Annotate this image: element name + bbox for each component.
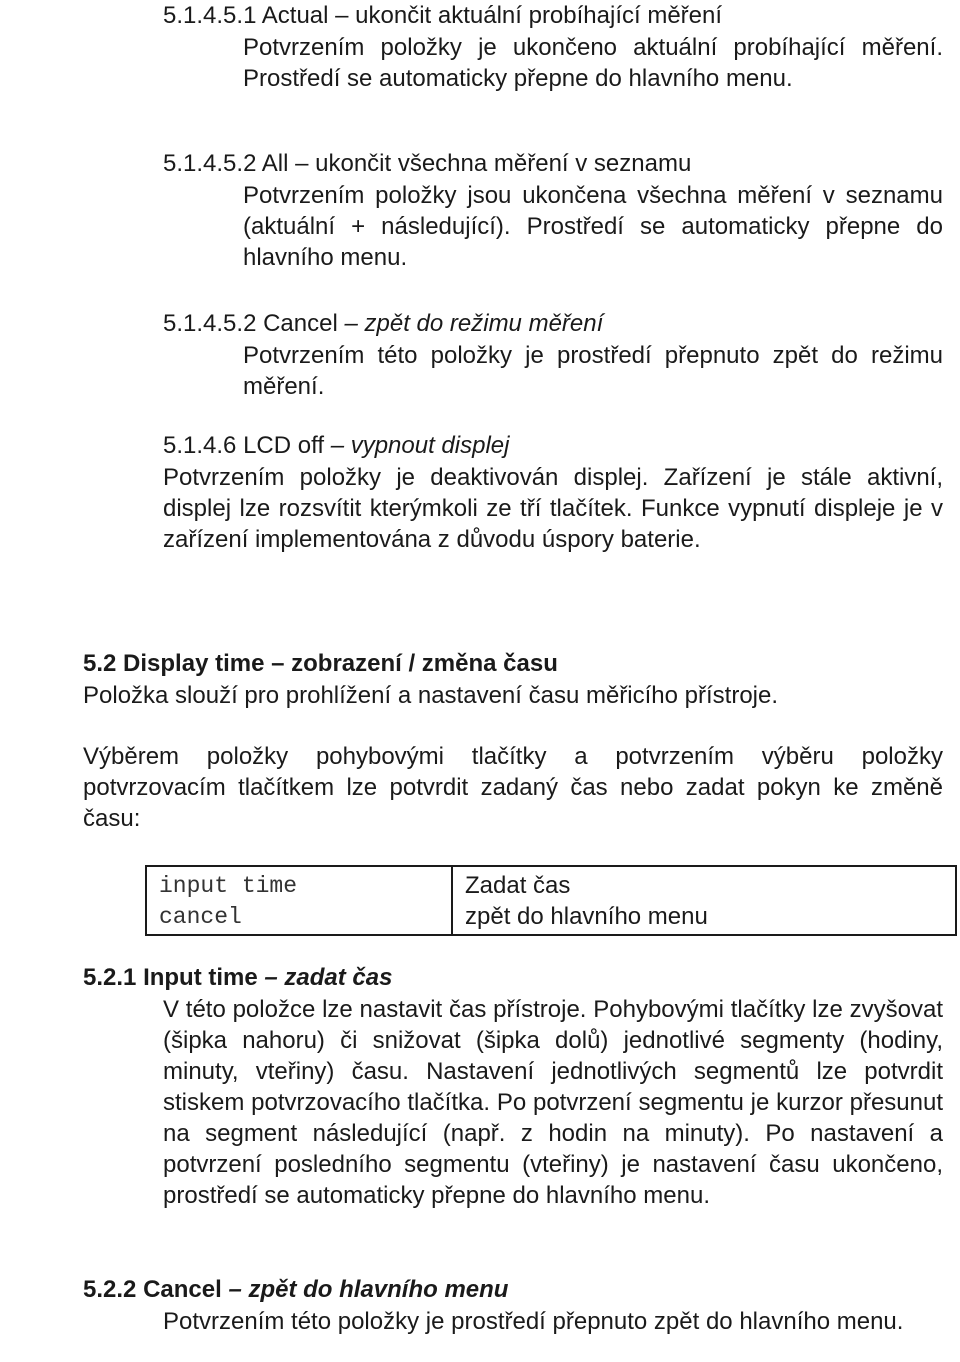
section-number: 5.2 (83, 650, 117, 677)
section-title-plain: Cancel (143, 1276, 222, 1303)
menu-item-description: zpět do hlavního menu (465, 902, 708, 930)
menu-item-description: Zadat čas (465, 871, 571, 899)
section-title-italic: – zpět do hlavního menu (228, 1276, 509, 1303)
section-5-2-1 (83, 962, 943, 1211)
section-number: 5.1.4.5.1 (163, 2, 257, 29)
section-body: Potvrzením položky je ukončeno aktuální probíhající měření. Prostředí se automaticky přepne do hlavního menu. (243, 34, 943, 92)
section-heading (83, 648, 943, 680)
section-body: Potvrzením položky jsou ukončena všechna měření v seznamu (aktuální + následující). Prostředí se automaticky přepne do hlavního menu. (243, 182, 943, 271)
section-body-2: Výběrem položky pohybovými tlačítky a potvrzením výběru položky potvrzovacím tlačítkem lze potvrdit zadaný čas nebo zadat pokyn ke změně času: (83, 743, 943, 832)
section-number: 5.1.4.5.2 (163, 310, 257, 337)
section-title-italic: – zadat čas (264, 964, 393, 991)
section-body-wrap (163, 340, 943, 402)
section-heading (163, 308, 943, 340)
section-title: All – ukončit všechna měření v seznamu (261, 150, 692, 177)
section-5-2-2 (83, 1274, 943, 1337)
section-body: Položka slouží pro prohlížení a nastavení času měřicího přístroje. (83, 682, 779, 709)
section-5-1-4-6 (163, 430, 943, 555)
section-body: Potvrzením položky je deaktivován displej. Zařízení je stále aktivní, displej lze rozsvítit kterýmkoli ze tří tlačítek. Funkce vypnutí displeje je v zařízení implementována z důvodu úspory baterie. (163, 464, 943, 553)
section-body-wrap (163, 32, 943, 94)
section-heading (83, 962, 943, 994)
section-title-italic: – vypnout displej (330, 432, 510, 459)
section-heading (83, 1274, 943, 1306)
section-number: 5.1.4.5.2 (163, 150, 257, 177)
section-number: 5.2.2 (83, 1276, 137, 1303)
section-heading (163, 148, 943, 180)
section-body: Potvrzením této položky je prostředí přepnuto zpět do režimu měření. (243, 342, 943, 400)
section-title: Actual – ukončit aktuální probíhající měření (261, 2, 723, 29)
section-5-1-4-5-2-cancel (163, 308, 943, 402)
section-title: Display time – zobrazení / změna času (123, 650, 558, 677)
section-5-1-4-5-2-all (163, 148, 943, 273)
section-body: V této položce lze nastavit čas přístroje. Pohybovými tlačítky lze zvyšovat (šipka nahoru) či snižovat (šipka dolů) jednotlivé segmenty (hodiny, minuty, vteřiny) času. Nastavení jednotlivých segmentů lze potvrdit stiskem potvrzovacího tlačítka. Po potvrzení segmentu je kurzor přesunut na segment následující (např. z hodin na minuty). Po nastavení a potvrzení posledního segmentu (vteřiny) je nastavení času ukončeno, prostředí se automaticky přepne do hlavního menu. (163, 996, 943, 1209)
menu-items-table (145, 865, 957, 936)
section-heading (163, 0, 943, 32)
section-5-1-4-5-1 (163, 0, 943, 94)
section-body-wrap (83, 994, 943, 1211)
table-row (146, 901, 956, 935)
section-body-wrap (83, 1306, 943, 1337)
section-body-wrap (163, 180, 943, 273)
section-5-2 (83, 648, 943, 834)
menu-item-code: cancel (146, 901, 452, 935)
section-title-plain: Cancel (263, 310, 338, 337)
section-title-plain: LCD off (243, 432, 325, 459)
table-row (146, 866, 956, 901)
section-title-plain: Input time (143, 964, 258, 991)
section-heading (163, 430, 943, 462)
section-number: 5.2.1 (83, 964, 137, 991)
section-number: 5.1.4.6 (163, 432, 237, 459)
menu-item-code: input time (146, 866, 452, 901)
section-title-italic: – zpět do režimu měření (344, 310, 604, 337)
section-body: Potvrzením této položky je prostředí přepnuto zpět do hlavního menu. (163, 1308, 904, 1335)
